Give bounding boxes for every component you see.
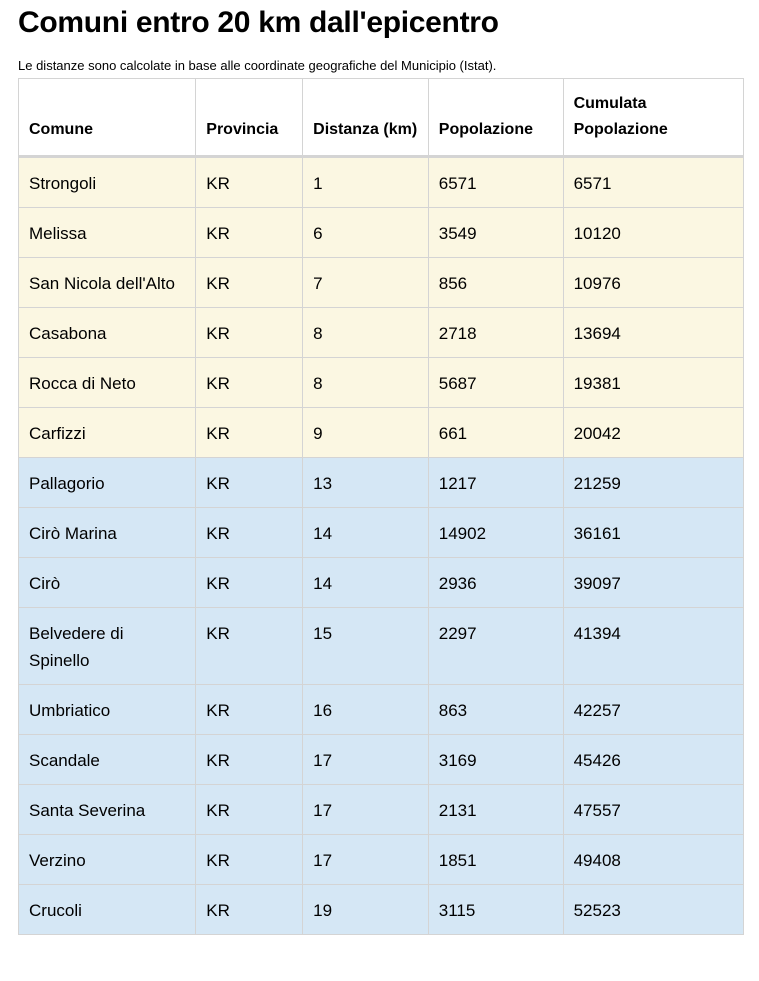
cell-provincia: KR [196, 358, 303, 408]
cell-comune[interactable]: Umbriatico [19, 685, 196, 735]
table-row [19, 157, 744, 208]
table-row [19, 408, 744, 458]
table-row [19, 885, 744, 935]
cell-distanza: 17 [303, 785, 429, 835]
cell-cumulata: 42257 [563, 685, 743, 735]
cell-popolazione: 2297 [428, 608, 563, 685]
cell-popolazione: 1851 [428, 835, 563, 885]
cell-cumulata: 39097 [563, 558, 743, 608]
table-row [19, 358, 744, 408]
page-title: Comuni entro 20 km dall'epicentro [18, 6, 499, 39]
cell-distanza: 15 [303, 608, 429, 685]
cell-cumulata: 47557 [563, 785, 743, 835]
cell-popolazione: 1217 [428, 458, 563, 508]
cell-cumulata: 10120 [563, 208, 743, 258]
cell-distanza: 6 [303, 208, 429, 258]
cell-cumulata: 6571 [563, 157, 743, 208]
cell-distanza: 14 [303, 558, 429, 608]
cell-popolazione: 14902 [428, 508, 563, 558]
cell-cumulata: 13694 [563, 308, 743, 358]
cell-distanza: 17 [303, 735, 429, 785]
table-body [19, 157, 744, 935]
cell-distanza: 17 [303, 835, 429, 885]
cell-cumulata: 20042 [563, 408, 743, 458]
cell-cumulata: 45426 [563, 735, 743, 785]
cell-cumulata: 49408 [563, 835, 743, 885]
cell-comune[interactable]: Crucoli [19, 885, 196, 935]
table-row [19, 685, 744, 735]
cell-comune[interactable]: Strongoli [19, 157, 196, 208]
cell-comune[interactable]: Cirò Marina [19, 508, 196, 558]
header-distanza[interactable]: Distanza (km) [303, 79, 429, 157]
table-row [19, 508, 744, 558]
cell-provincia: KR [196, 885, 303, 935]
cell-provincia: KR [196, 508, 303, 558]
cell-popolazione: 6571 [428, 157, 563, 208]
cell-comune[interactable]: Belvedere di Spinello [19, 608, 196, 685]
table-row [19, 785, 744, 835]
table-row [19, 608, 744, 685]
cell-distanza: 8 [303, 358, 429, 408]
cell-cumulata: 19381 [563, 358, 743, 408]
cell-distanza: 16 [303, 685, 429, 735]
table-row [19, 835, 744, 885]
cell-provincia: KR [196, 608, 303, 685]
table-row [19, 458, 744, 508]
cell-comune[interactable]: Scandale [19, 735, 196, 785]
table-row [19, 558, 744, 608]
cell-comune[interactable]: San Nicola dell'Alto [19, 258, 196, 308]
table-row [19, 258, 744, 308]
cell-distanza: 9 [303, 408, 429, 458]
cell-distanza: 1 [303, 157, 429, 208]
cell-distanza: 8 [303, 308, 429, 358]
cell-popolazione: 2936 [428, 558, 563, 608]
cell-distanza: 19 [303, 885, 429, 935]
cell-provincia: KR [196, 785, 303, 835]
cell-comune[interactable]: Santa Severina [19, 785, 196, 835]
cell-popolazione: 856 [428, 258, 563, 308]
table-row [19, 208, 744, 258]
header-provincia[interactable]: Provincia [196, 79, 303, 157]
table-header-row [19, 79, 744, 157]
cell-comune[interactable]: Verzino [19, 835, 196, 885]
cell-provincia: KR [196, 208, 303, 258]
cell-popolazione: 863 [428, 685, 563, 735]
cell-provincia: KR [196, 308, 303, 358]
table-row [19, 308, 744, 358]
cell-comune[interactable]: Casabona [19, 308, 196, 358]
cell-comune[interactable]: Rocca di Neto [19, 358, 196, 408]
cell-provincia: KR [196, 558, 303, 608]
cell-popolazione: 3549 [428, 208, 563, 258]
cell-cumulata: 36161 [563, 508, 743, 558]
header-popolazione[interactable]: Popolazione [428, 79, 563, 157]
cell-provincia: KR [196, 157, 303, 208]
cell-distanza: 13 [303, 458, 429, 508]
table-row [19, 735, 744, 785]
header-comune[interactable]: Comune [19, 79, 196, 157]
cell-comune[interactable]: Carfizzi [19, 408, 196, 458]
cell-provincia: KR [196, 408, 303, 458]
cell-popolazione: 3115 [428, 885, 563, 935]
cell-provincia: KR [196, 835, 303, 885]
cell-cumulata: 52523 [563, 885, 743, 935]
cell-cumulata: 21259 [563, 458, 743, 508]
cell-provincia: KR [196, 258, 303, 308]
cell-cumulata: 41394 [563, 608, 743, 685]
cell-popolazione: 2131 [428, 785, 563, 835]
cell-cumulata: 10976 [563, 258, 743, 308]
cell-comune[interactable]: Pallagorio [19, 458, 196, 508]
cell-provincia: KR [196, 685, 303, 735]
cell-popolazione: 661 [428, 408, 563, 458]
cell-comune[interactable]: Cirò [19, 558, 196, 608]
cell-provincia: KR [196, 458, 303, 508]
table-caption: Le distanze sono calcolate in base alle coordinate geografiche del Municipio (Istat). [18, 58, 497, 73]
cell-distanza: 7 [303, 258, 429, 308]
header-cumulata-popolazione[interactable]: Cumulata Popolazione [563, 79, 743, 157]
cell-provincia: KR [196, 735, 303, 785]
comuni-table [18, 78, 744, 935]
cell-popolazione: 3169 [428, 735, 563, 785]
cell-distanza: 14 [303, 508, 429, 558]
cell-comune[interactable]: Melissa [19, 208, 196, 258]
cell-popolazione: 2718 [428, 308, 563, 358]
cell-popolazione: 5687 [428, 358, 563, 408]
